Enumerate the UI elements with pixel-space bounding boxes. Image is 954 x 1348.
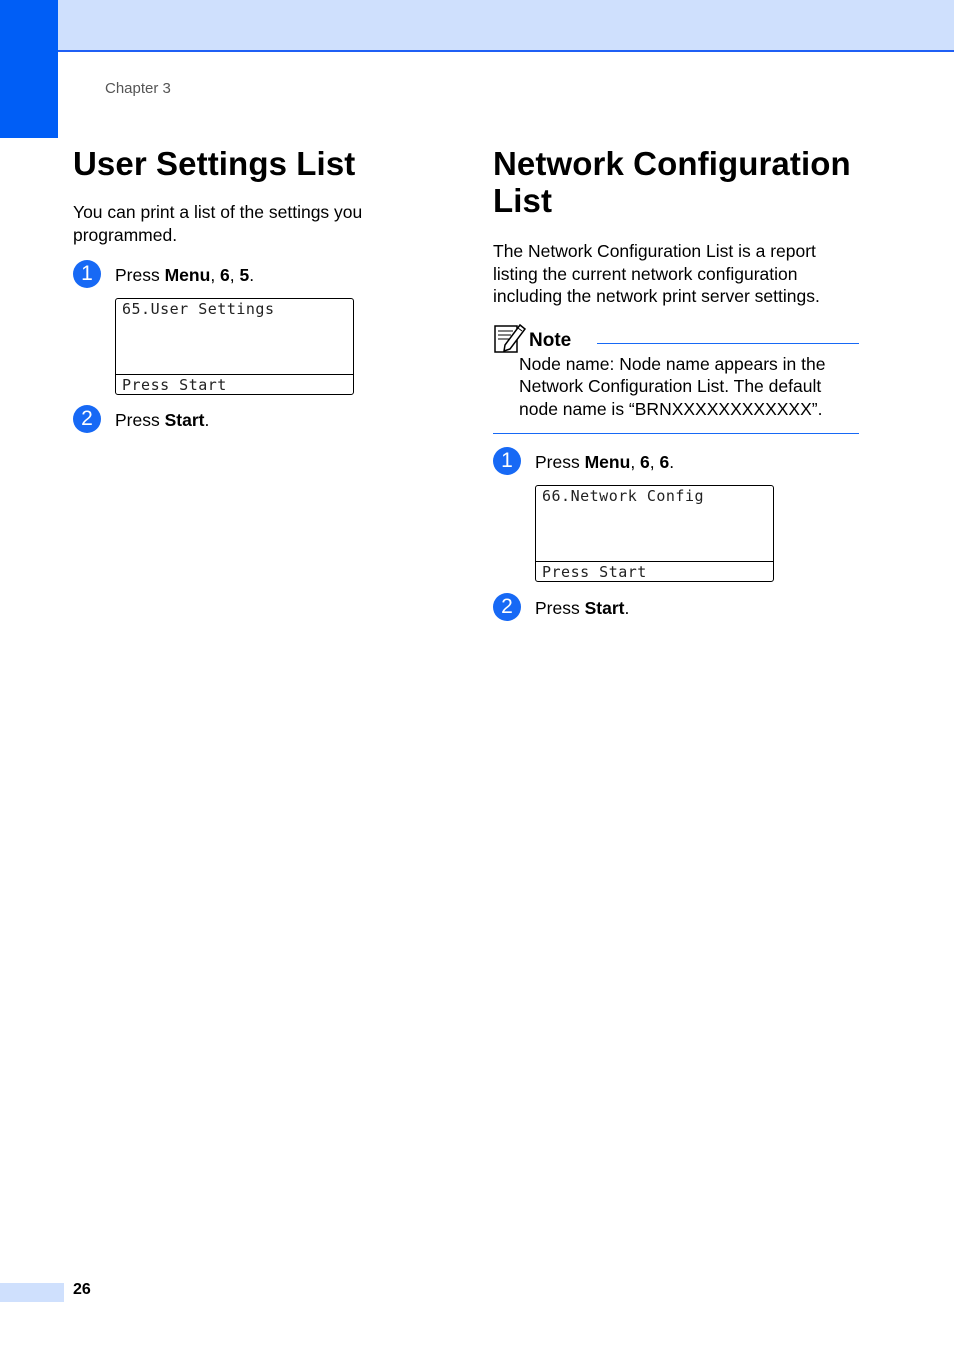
- step-1-text: Press Menu, 6, 5.: [115, 265, 255, 285]
- note-box: [493, 321, 859, 436]
- step-2-text: Press Start.: [535, 597, 630, 618]
- user-settings-intro: You can print a list of the settings you programmed.: [73, 202, 363, 245]
- network-config-intro: The Network Configuration List is a report listing the current network configuration including the network print server settings.: [493, 241, 820, 306]
- step-2: [493, 593, 859, 623]
- note-bottom-rule: [493, 433, 859, 434]
- header-band: [0, 0, 954, 52]
- section-title-user-settings: User Settings List: [73, 145, 356, 182]
- note-top-rule: [597, 343, 859, 344]
- chapter-tab: [0, 0, 58, 138]
- step-2: [73, 405, 403, 435]
- lcd-line-1: 65.User Settings: [122, 300, 275, 318]
- chapter-label: Chapter 3: [105, 80, 171, 97]
- lcd-line-2: Press Start: [542, 562, 647, 581]
- step-number-1: 1: [73, 260, 101, 288]
- note-title: Note: [529, 329, 572, 351]
- note-pencil-icon: [493, 321, 527, 355]
- step-number-1: 1: [493, 447, 521, 475]
- lcd-line-1: 66.Network Config: [542, 486, 705, 505]
- right-column: [493, 145, 859, 623]
- step-1-text: Press Menu, 6, 6.: [535, 451, 675, 472]
- page-number: 26: [73, 1281, 91, 1298]
- step-number-2: 2: [73, 405, 101, 433]
- note-body: Node name: Node name appears in the Network Configuration List. The default node name is “BRNXXXXXXXXXXXX”.: [519, 353, 826, 419]
- left-column: [73, 145, 403, 435]
- lcd-divider: [116, 374, 353, 375]
- step-number-2: 2: [493, 593, 521, 621]
- lcd-divider: [536, 561, 773, 562]
- step-2-text: Press Start.: [115, 410, 210, 430]
- section-title-network-config: Network Configuration List: [493, 145, 851, 219]
- step-1: [73, 260, 403, 290]
- step-1: [493, 447, 859, 477]
- lcd-display: [535, 485, 774, 582]
- lcd-line-2: Press Start: [122, 376, 227, 394]
- page-number-bar: [0, 1283, 64, 1302]
- lcd-display: [115, 298, 354, 395]
